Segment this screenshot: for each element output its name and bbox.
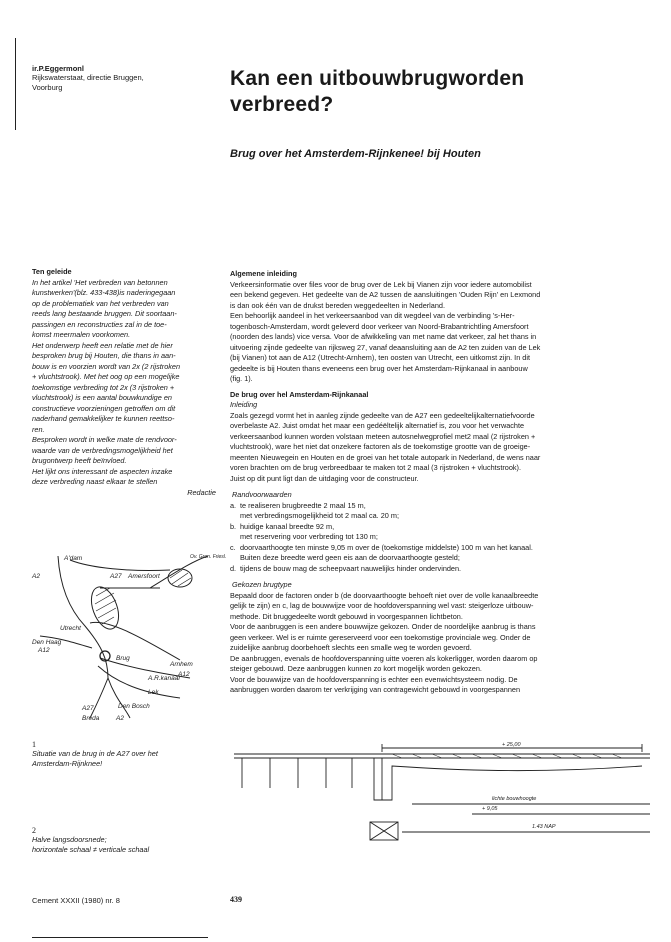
list-item-text: doorvaarthoogte ten minste 9,05 m over de (toekomstige middelste) 100 m van het kanaal. xyxy=(240,542,533,552)
intro-line: + vluchtstrook). Met het oog op een mogelijke xyxy=(32,372,180,381)
list-item xyxy=(230,543,645,554)
section-label-height: lichte bouwhoogte xyxy=(492,796,537,802)
body-line: (bij Vianen) tot aan de A12 (Utrecht-Arnhem), ten oosten van Utrecht, een uitkomst zijn. In dit xyxy=(230,353,531,362)
body-line: is dan ook één van de drukst bereden weggedeelten in Nederland. xyxy=(230,300,446,310)
body-line: togenbosch-Amsterdam, wordt geleverd door verkeer van Noord-Brabantrichtling Amersfoort xyxy=(230,321,529,331)
list-item xyxy=(230,511,645,522)
bridge-section-drawing xyxy=(232,740,652,852)
map-sketch xyxy=(30,548,227,724)
body-line: gedeelte is bij Houten thans eveneens een brug over het Amsterdam-Rijnkanaal in aanbouw xyxy=(230,363,528,373)
section-label-nap: 1.43 NAP xyxy=(532,824,556,830)
map-label-arnhem: Arnhem xyxy=(170,661,193,668)
list-item xyxy=(230,501,645,512)
intro-line: op de problematiek van het verbreden van xyxy=(32,298,169,308)
body-line: De aanbruggen, evenals de hoofdoverspanning uitte voeren als kokerligger, worden daarom op xyxy=(230,653,538,663)
list-item-label xyxy=(230,511,240,522)
body-line: meenten Nieuwegein en Houten en de groei van het totale autopark in Nederland, de wens naar xyxy=(230,452,541,462)
figure-2-caption-line-1: Halve langsdoorsnede; xyxy=(32,835,107,844)
list-item xyxy=(230,522,645,533)
intro-text xyxy=(32,278,216,488)
body-line: Zoals gezegd vormt het in aanleg zijnde gedeelte van de A27 een gedeeltelijkalternatiefvoorde xyxy=(230,410,535,420)
list-item-label xyxy=(230,553,240,564)
body-line: aanbruggen worden daarom ter verkrijging van contragewicht gebouwd in voorgespannen xyxy=(230,685,521,694)
body-line: geen verkeer. Wel is er ruimte gereserveerd voor een toekomstige provinciale weg. Onder de xyxy=(230,632,531,642)
author-city: Voorburg xyxy=(32,83,63,92)
map-label-den-bosch: Den Bosch xyxy=(118,703,150,710)
figure-2-caption-line-2: horizontale schaal ≠ verticale schaal xyxy=(32,845,150,854)
body-line: vluchtstrook), ware het niet dat onzekere factoren als de toekomstige grootte van de groeige- xyxy=(230,442,531,451)
body-line: een bekend gegeven. Het gedeelte van de A2 tussen de aansluitingen 'Ouden Rijn' en Lexmond xyxy=(230,290,541,299)
footer-rule xyxy=(32,937,208,938)
list-item-text: met verbredingsmogelijkheid tot 2 maal ca. 20 m; xyxy=(240,511,399,520)
map-label-a27: A27 xyxy=(110,573,122,580)
body-line: zuidelijke aanbrug doorbehoeft slechts een smalle weg te worden gevoerd. xyxy=(230,643,472,652)
figure-2-caption-block xyxy=(32,826,222,855)
list-item-text: Buiten deze breedte werd geen eis aan de doorvaarthoogte gesteld; xyxy=(240,553,460,562)
figure-1-number: 1 xyxy=(32,740,36,749)
figure-1-caption-line-1: Situatie van de brug in de A27 over het xyxy=(32,749,158,758)
intro-line: vluchtstrook) is een aantal bouwkundige en xyxy=(32,393,172,402)
intro-line: waarde van de verbredingsmogelijkheid het xyxy=(32,445,173,455)
intro-line: toekomstige verbreding tot 2x (3 rijstroken + xyxy=(32,382,175,392)
intro-line: komst meermalen voorkomen. xyxy=(32,330,131,339)
intro-line: besproken brug bij Houten, die thans in aan- xyxy=(32,351,176,360)
section-text-gekozen xyxy=(230,591,645,696)
section-label-level: + 25,00 xyxy=(502,742,521,748)
map-label-a12-west: A12 xyxy=(38,647,50,654)
body-column xyxy=(230,269,645,696)
list-item-text: met reservering voor verbreding tot 130 m; xyxy=(240,532,378,541)
intro-heading: Ten geleide xyxy=(32,267,72,276)
article-subtitle: Brug over het Amsterdem-Rijnkenee! bij Houten xyxy=(230,148,481,160)
intro-line: deze verbreding naast elkaar te stellen xyxy=(32,477,158,486)
list-item-label: d. xyxy=(230,563,237,573)
list-item xyxy=(230,553,645,564)
intro-block xyxy=(32,267,216,498)
list-item-text: te realiseren brugbreedte 2 maal 15 m, xyxy=(240,500,366,510)
section-heading-algemeen: Algemene inleiding xyxy=(230,269,297,278)
author-name: ir.P.Eggermonl xyxy=(32,64,84,73)
body-line: Voor de aanbruggen is een andere bouwwijze gekozen. Onder de noordelijke aanbrug is thans xyxy=(230,622,536,631)
body-line: Een behoorlijk aandeel in het verkeersaanbod van dit wegdeel van de verbinding 's-Her- xyxy=(230,311,515,320)
title-line-1: Kan een uitbouwbrugworden xyxy=(230,67,525,90)
randvoorwaarden-list xyxy=(230,501,645,575)
intro-line: Besproken wordt in welke mate de rendvoor- xyxy=(32,435,177,444)
map-label-utrecht: Utrecht xyxy=(60,625,81,632)
list-item-label: b. xyxy=(230,521,237,531)
list-item xyxy=(230,532,645,543)
author-affiliation: Rijkswaterstaat, directie Bruggen, xyxy=(32,73,144,82)
section-heading-brug: De brug over hel Amsterdam-Rijnkanaal xyxy=(230,389,369,399)
title-line-2: verbreed? xyxy=(230,93,334,116)
intro-line: bouw is en voorzien wordt van 2x (2 rijstroken xyxy=(32,361,181,371)
article-title xyxy=(230,66,650,118)
body-line: Juist op dit punt ligt dan de uitdaging voor de constructeur. xyxy=(230,473,419,483)
map-label-a2-south: A2 xyxy=(116,715,124,722)
list-item xyxy=(230,564,645,575)
list-item-label: c. xyxy=(230,542,236,552)
journal-footer: Cement XXXII (1980) nr. 8 xyxy=(32,896,120,905)
map-label-den-haag: Den Haag xyxy=(32,639,62,646)
page-number: 439 xyxy=(230,895,242,904)
section-text-inleiding xyxy=(230,411,645,485)
intro-signature: Redactie xyxy=(187,487,216,497)
map-label-groningen: Ov. Gron. Friesl. xyxy=(190,554,227,560)
map-label-amsterdam: A'dam xyxy=(64,555,83,562)
map-label-breda: Breda xyxy=(82,715,100,722)
intro-line: Het onderwerp heeft een relatie met de hier xyxy=(32,340,173,350)
map-label-a27-south: A27 xyxy=(82,705,94,712)
intro-line: reeds lang bestaande bruggen. Dit soortaan- xyxy=(32,309,177,318)
body-line: (fig. 1). xyxy=(230,374,253,383)
body-line: (noorden des lands) vice versa. Voor de afwikkeling van met name dat verkeer, zal het thans in xyxy=(230,332,537,341)
margin-rule xyxy=(15,38,16,130)
subsection-randvoorwaarden: Randvoorwaarden xyxy=(232,490,292,499)
body-line: voren brachten om de brug verbreedbaar te maken tot 2 maal (3 rijstroken + vluchtstrook). xyxy=(230,463,522,472)
figure-1-map xyxy=(30,548,227,724)
map-label-amersfoort: Amersfoort xyxy=(128,573,160,580)
body-line: Verkeersinformatie over files voor de brug over de Lek bij Vianen zijn voor iedere automobilist xyxy=(230,279,532,289)
map-label-a12-east: A12 xyxy=(178,671,190,678)
list-item-label: a. xyxy=(230,500,237,510)
intro-line: brugontwerp heeft beïnvloed. xyxy=(32,456,127,465)
intro-line: ren. xyxy=(32,424,45,434)
map-label-brug: Brug xyxy=(116,655,130,662)
intro-line: passingen en reconstructies zal in de toe- xyxy=(32,319,167,329)
section-text-algemeen xyxy=(230,280,645,385)
body-line: overbelaste A2. Juist omdat het maar een gedéëltelijk alternatief is, zou voor het verwachte xyxy=(230,421,525,430)
body-line: Bepaald door de factoren onder b (de doorvaarthoogte behoeft niet over de volle kanaalbreedte xyxy=(230,590,539,600)
figure-2-section xyxy=(232,740,652,852)
figure-2-number: 2 xyxy=(32,826,36,835)
author-block xyxy=(32,64,212,93)
intro-line: constructieve voorzieningen getroffen om dit xyxy=(32,403,176,413)
body-line: steiger gebouwd. Deze aanbruggen kunnen zo kort mogelijk worden gekozen. xyxy=(230,664,482,673)
intro-line: Het lijkt ons interessant de aspecten inzake xyxy=(32,466,173,476)
intro-line: naderhand gemakkelijker te kunnen reettso- xyxy=(32,414,175,423)
list-item-text: tijdens de bouw mag de scheepvaart nauwelijks hinder ondervinden. xyxy=(240,563,462,573)
list-item-label xyxy=(230,532,240,543)
subsection-gekozen: Gekozen brugtype xyxy=(232,580,292,589)
map-label-a2: A2 xyxy=(32,573,40,580)
figure-1-caption-block xyxy=(32,740,222,769)
subsection-inleiding: Inleiding xyxy=(230,400,258,409)
section-label-905: + 9,05 xyxy=(482,806,498,812)
figure-1-caption-line-2: Amsterdam-Rijnknee! xyxy=(32,759,103,768)
intro-line: In het artikel 'Het verbreden van betonnen xyxy=(32,277,168,287)
body-line: verkeersaanbod kunnen worden volstaan meteen autosnelwegprofiel met2 maal (2 rijstroken + xyxy=(230,431,536,441)
body-line: gelijk te zijn) en c, lag de bouwwijze voor de hoofdoverspanning wel vast: steigerloze uitbouw- xyxy=(230,601,534,610)
body-line: Voor de bouwwijze van de hoofdoverspanning is echter een evenwichtsysteem nodig. De xyxy=(230,674,518,684)
body-line: uitvoering zijnde gedeelte van rijksweg 27, vanaf deaansluiting aan de A2 ten zuiden van de Lek xyxy=(230,342,541,352)
intro-line: kunstwerken'(blz. 433-438)is naderingegaan xyxy=(32,288,176,297)
map-label-lek: Lek xyxy=(148,689,159,696)
body-line: methode. Dit bruggedeelte wordt gebouwd in voorgespannen lichtbeton. xyxy=(230,611,463,621)
list-item-text: huidige kanaal breedte 92 m, xyxy=(240,521,335,531)
map-label-kanaal: A.R.kanaal xyxy=(148,675,180,682)
